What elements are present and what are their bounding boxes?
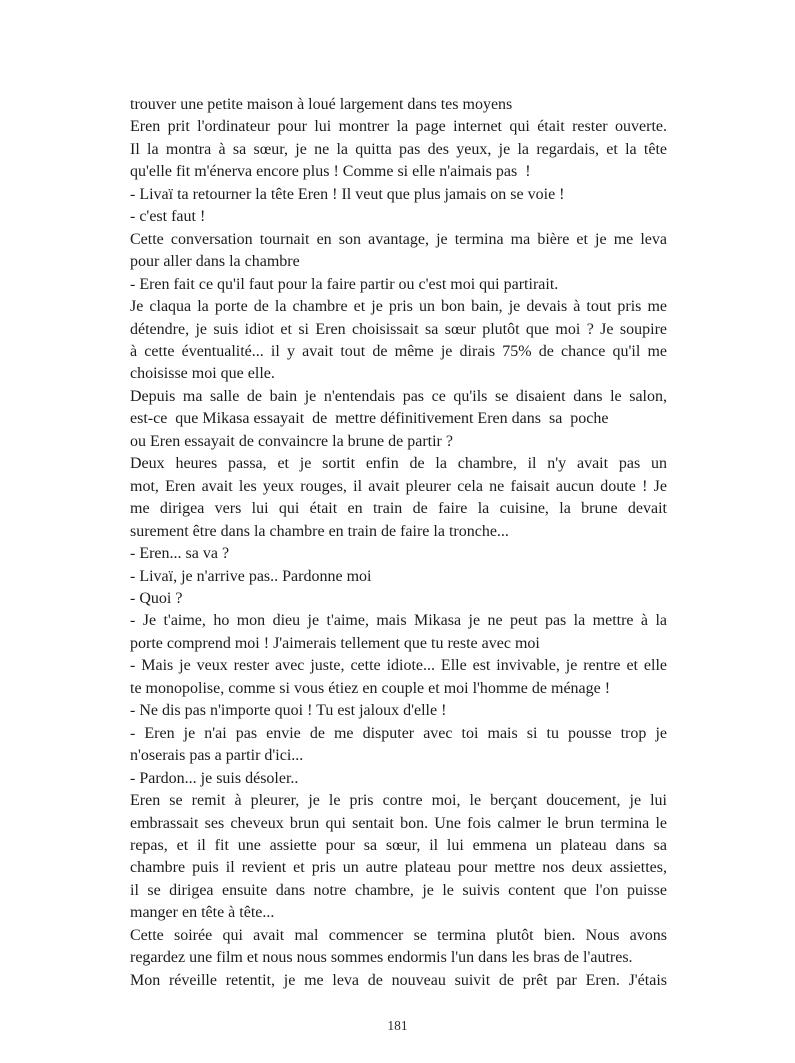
- text-line: mot, Eren avait les yeux rouges, il avait pleurer cela ne faisait aucun doute ! Je: [130, 477, 667, 495]
- text-line: manger en tête à tête...: [130, 904, 275, 922]
- text-line: - Eren je n'ai pas envie de me disputer avec toi mais si tu pousse trop je: [130, 724, 667, 742]
- page-number: 181: [387, 1018, 408, 1033]
- body-text: [130, 94, 667, 992]
- text-line: - Livaï, je n'arrive pas.. Pardonne moi: [130, 567, 372, 585]
- text-line: me dirigea vers lui qui était en train de faire la cuisine, la brune devait: [130, 500, 667, 518]
- text-line: n'oserais pas a partir d'ici...: [130, 747, 304, 765]
- text-line: Cette soirée qui avait mal commencer se termina plutôt bien. Nous avons: [130, 926, 667, 944]
- text-line: choisisse moi que elle.: [130, 365, 275, 383]
- text-line: Mon réveille retentit, je me leva de nouveau suivit de prêt par Eren. J'étais: [130, 971, 667, 989]
- text-line: - Ne dis pas n'importe quoi ! Tu est jaloux d'elle !: [130, 702, 447, 720]
- text-line: à cette éventualité... il y avait tout de même je dirais 75% de chance qu'il me: [130, 342, 667, 360]
- text-line: Eren prit l'ordinateur pour lui montrer la page internet qui était rester ouverte.: [130, 118, 667, 136]
- text-line: trouver une petite maison à loué largement dans tes moyens: [130, 96, 513, 113]
- text-line: Il la montra à sa sœur, je ne la quitta pas des yeux, je la regardais, et la tête: [130, 140, 667, 158]
- text-line: embrassait ses cheveux brun qui sentait bon. Une fois calmer le brun termina le: [130, 814, 667, 832]
- text-line: Deux heures passa, et je sortit enfin de la chambre, il n'y avait pas un: [130, 455, 667, 473]
- text-line: - Je t'aime, ho mon dieu je t'aime, mais Mikasa je ne peut pas la mettre à la: [130, 612, 667, 630]
- text-line: - Mais je veux rester avec juste, cette idiote... Elle est invivable, je rentre et elle: [130, 657, 667, 675]
- text-line: - Eren... sa va ?: [130, 545, 230, 563]
- text-line: Je claqua la porte de la chambre et je pris un bon bain, je devais à tout pris me: [130, 298, 667, 316]
- text-line: Depuis ma salle de bain je n'entendais pas ce qu'ils se disaient dans le salon,: [130, 387, 667, 405]
- text-line: regardez une film et nous nous sommes endormis l'un dans les bras de l'autres.: [130, 949, 633, 967]
- text-line: qu'elle fit m'énerva encore plus ! Comme si elle n'aimais pas !: [130, 163, 531, 181]
- text-line: - c'est faut !: [130, 208, 206, 226]
- text-line: repas, et il fit une assiette pour sa sœur, il lui emmena un plateau dans sa: [130, 836, 667, 854]
- text-line: Cette conversation tournait en son avantage, je termina ma bière et je me leva: [130, 230, 667, 248]
- text-line: te monopolise, comme si vous étiez en couple et moi l'homme de ménage !: [130, 679, 611, 697]
- text-line: surement être dans la chambre en train de faire la tronche...: [130, 522, 509, 540]
- text-line: chambre puis il revient et pris un autre plateau pour mettre nos deux assiettes,: [130, 859, 667, 877]
- text-line: - Pardon... je suis désoler..: [130, 769, 299, 787]
- text-line: - Eren fait ce qu'il faut pour la faire partir ou c'est moi qui partirait.: [130, 275, 559, 293]
- text-line: porte comprend moi ! J'aimerais tellement que tu reste avec moi: [130, 634, 540, 652]
- text-line: Eren se remit à pleurer, je le pris contre moi, le berçant doucement, je lui: [130, 792, 667, 810]
- text-line: détendre, je suis idiot et si Eren choisissait sa sœur plutôt que moi ? Je soupire: [130, 320, 667, 338]
- text-line: est-ce que Mikasa essayait de mettre définitivement Eren dans sa poche: [130, 410, 609, 428]
- text-line: - Quoi ?: [130, 589, 183, 607]
- text-line: ou Eren essayait de convaincre la brune de partir ?: [130, 432, 453, 450]
- text-line: il se dirigea ensuite dans notre chambre, je le suivis content que l'on puisse: [130, 881, 667, 899]
- text-line: pour aller dans la chambre: [130, 253, 300, 271]
- text-line: - Livaï ta retourner la tête Eren ! Il veut que plus jamais on se voie !: [130, 185, 565, 203]
